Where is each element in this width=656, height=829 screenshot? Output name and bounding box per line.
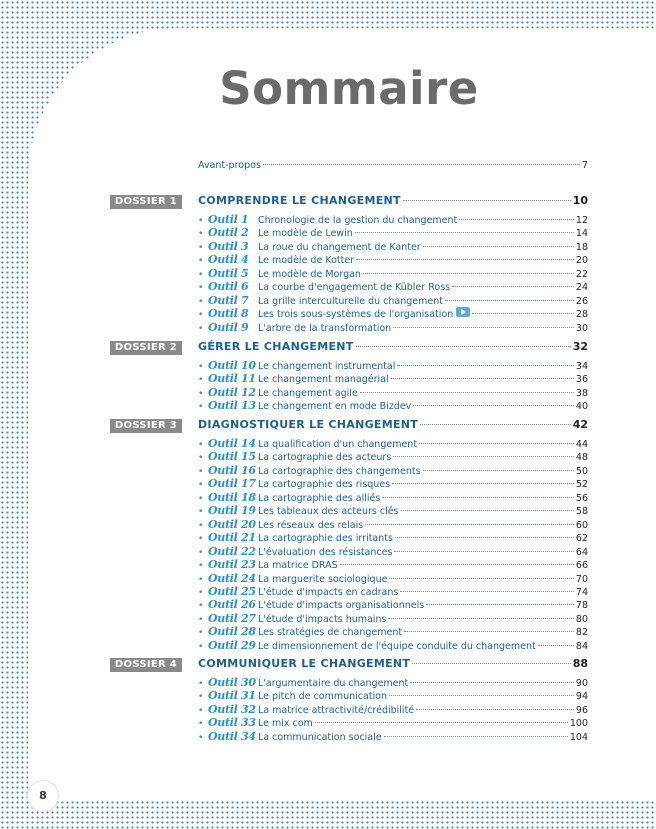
tool-page: 30 <box>575 322 588 334</box>
tool-title: Le pitch de communication <box>258 691 388 703</box>
bullet-icon: • <box>198 719 204 730</box>
dot-leader <box>365 524 574 525</box>
dossier-title-label: COMMUNIQUER LE CHANGEMENT <box>198 657 411 670</box>
bullet-icon: • <box>198 323 204 334</box>
dossier-badge: DOSSIER 1 <box>110 195 182 209</box>
outil-label: Outil 26 <box>208 598 256 612</box>
dot-leader <box>389 578 573 579</box>
toc-tool-row[interactable] <box>198 625 588 639</box>
outil-label: Outil 8 <box>208 307 249 321</box>
outil-label: Outil 17 <box>208 477 256 491</box>
toc-tool-row[interactable] <box>198 531 588 545</box>
outil-label: Outil 32 <box>208 702 256 716</box>
tool-page: 66 <box>575 560 588 572</box>
dot-leader <box>445 300 574 301</box>
tool-page: 58 <box>575 506 588 518</box>
toc-tool-row[interactable] <box>198 730 588 744</box>
tool-title: Le changement en mode Bizdev <box>258 401 412 413</box>
tool-page: 60 <box>575 519 588 531</box>
bullet-icon: • <box>198 242 204 253</box>
dossier-badge: DOSSIER 4 <box>110 658 182 672</box>
outil-label: Outil 21 <box>208 531 256 545</box>
tool-page: 18 <box>575 241 588 253</box>
dossier-title[interactable] <box>198 418 588 431</box>
tool-title: La qualification d'un changement <box>258 439 418 450</box>
dot-leader <box>393 327 574 328</box>
outil-label: Outil 19 <box>208 504 256 518</box>
dot-leader <box>388 618 573 619</box>
outil-label: Outil 31 <box>208 689 256 703</box>
bullet-icon: • <box>198 296 204 307</box>
dossier-page: 88 <box>572 657 588 670</box>
video-play-icon[interactable] <box>456 307 470 317</box>
toc-tool-row[interactable] <box>198 267 588 281</box>
outil-label: Outil 10 <box>208 359 256 372</box>
tool-page: 22 <box>575 268 588 280</box>
bullet-icon: • <box>198 310 204 321</box>
dossier-title[interactable] <box>198 340 588 353</box>
tool-title: La matrice attractivité/crédibilité <box>258 704 415 716</box>
tool-title: La marguerite sociologique <box>258 573 388 585</box>
bullet-icon: • <box>198 362 204 372</box>
bullet-icon: • <box>198 507 204 518</box>
dot-leader <box>426 604 574 605</box>
bullet-icon: • <box>198 375 204 386</box>
dot-leader <box>419 443 574 444</box>
tool-title: L'étude d'impacts humains <box>258 613 387 625</box>
tool-title: La cartographie des risques <box>258 479 391 491</box>
tool-page: 70 <box>575 573 588 585</box>
tool-title: Le dimensionnement de l'équipe conduite du changement <box>258 640 536 652</box>
outil-label: Outil 13 <box>208 399 256 413</box>
dot-leader <box>403 200 571 201</box>
tool-page: 14 <box>575 228 588 240</box>
bullet-icon: • <box>198 574 204 585</box>
toc-tool-row[interactable] <box>198 689 588 703</box>
outil-label: Outil 34 <box>208 729 256 743</box>
dot-leader <box>394 551 574 552</box>
toc-tool-row[interactable] <box>198 585 588 599</box>
toc-tool-row[interactable] <box>198 359 588 373</box>
tool-page: 40 <box>575 401 588 413</box>
toc-tool-row[interactable] <box>198 372 588 386</box>
bullet-icon: • <box>198 229 204 240</box>
tool-page: 80 <box>575 613 588 625</box>
tool-page: 36 <box>575 374 588 386</box>
toc-tool-row[interactable] <box>198 572 588 586</box>
dot-leader <box>472 313 574 314</box>
dot-leader <box>391 378 574 379</box>
bullet-icon: • <box>198 601 204 612</box>
dot-leader <box>263 164 580 165</box>
dot-leader <box>397 365 574 366</box>
toc-tool-row[interactable] <box>198 464 588 478</box>
bullet-icon: • <box>198 402 204 413</box>
dot-leader <box>389 695 574 696</box>
dot-leader <box>538 645 574 646</box>
tool-page: 84 <box>575 640 588 652</box>
tool-page: 56 <box>575 492 588 504</box>
toc-tool-row[interactable] <box>198 307 588 321</box>
outil-label: Outil 22 <box>208 544 256 558</box>
dot-leader <box>401 510 574 511</box>
tool-page: 90 <box>575 678 588 689</box>
tool-title: L'argumentaire du changement <box>258 678 409 689</box>
bullet-icon: • <box>198 493 204 504</box>
tool-page: 26 <box>575 295 588 307</box>
dot-leader <box>459 219 574 220</box>
bullet-icon: • <box>198 587 204 598</box>
outil-label: Outil 7 <box>208 293 249 307</box>
tool-title: Le changement agile <box>258 387 358 399</box>
outil-label: Outil 29 <box>208 638 256 652</box>
tool-title: Les réseaux des relais <box>258 519 364 531</box>
dot-leader <box>410 682 574 683</box>
dot-leader <box>360 392 574 393</box>
bullet-icon: • <box>198 388 204 399</box>
dossier-page: 10 <box>572 194 588 207</box>
outil-label: Outil 16 <box>208 463 256 477</box>
dossier-badge: DOSSIER 2 <box>110 341 182 355</box>
toc-tool-row[interactable] <box>198 280 588 294</box>
bullet-icon: • <box>198 732 204 743</box>
toc-tool-row[interactable] <box>198 504 588 518</box>
toc-tool-row[interactable] <box>198 558 588 572</box>
bullet-icon: • <box>198 561 204 572</box>
tool-title: La cartographie des acteurs <box>258 452 392 464</box>
tool-title: Le modèle de Morgan <box>258 268 361 280</box>
toc-tool-row[interactable] <box>198 703 588 717</box>
outil-label: Outil 27 <box>208 611 256 625</box>
tool-page: 62 <box>575 533 588 545</box>
toc-tool-row[interactable] <box>198 676 588 690</box>
bullet-icon: • <box>198 466 204 477</box>
outil-label: Outil 33 <box>208 716 256 730</box>
tool-title: Le modèle de Lewin <box>258 228 353 240</box>
tool-title: Les tableaux des acteurs clés <box>258 506 399 518</box>
tool-page: 20 <box>575 255 588 267</box>
tool-title: La courbe d'engagement de Kübler Ross <box>258 282 451 294</box>
tool-page: 94 <box>575 691 588 703</box>
dot-leader <box>356 259 574 260</box>
dot-leader <box>363 273 574 274</box>
dot-leader <box>423 470 574 471</box>
tool-page: 44 <box>575 439 588 450</box>
tool-title: Les trois sous-systèmes de l'organisation <box>258 309 454 321</box>
tool-page: 74 <box>575 586 588 598</box>
dot-leader <box>355 232 574 233</box>
tool-page: 104 <box>569 731 588 743</box>
tool-title: La cartographie des alliés <box>258 492 381 504</box>
outil-label: Outil 5 <box>208 266 249 280</box>
tool-title: Le mix com <box>258 718 313 730</box>
outil-label: Outil 14 <box>208 437 256 450</box>
tool-page: 34 <box>575 361 588 372</box>
avant-propos-page: 7 <box>581 160 588 171</box>
tool-title: Les stratégies de changement <box>258 627 403 639</box>
bullet-icon: • <box>198 534 204 545</box>
dot-leader <box>392 483 574 484</box>
dot-leader <box>452 286 574 287</box>
tool-page: 78 <box>575 600 588 612</box>
tool-page: 38 <box>575 387 588 399</box>
bullet-icon: • <box>198 692 204 703</box>
bullet-icon: • <box>198 269 204 280</box>
tool-title: La cartographie des changements <box>258 465 421 477</box>
dot-leader <box>404 631 574 632</box>
toc-tool-row[interactable] <box>198 240 588 254</box>
tool-title: L'étude d'impacts organisationnels <box>258 600 425 612</box>
bullet-icon: • <box>198 520 204 531</box>
dossier-title-label: GÉRER LE CHANGEMENT <box>198 340 354 353</box>
dossier-title[interactable] <box>198 194 588 207</box>
tool-page: 100 <box>569 718 588 730</box>
outil-label: Outil 9 <box>208 320 249 334</box>
bullet-icon: • <box>198 283 204 294</box>
dot-leader <box>413 405 574 406</box>
bullet-icon: • <box>198 614 204 625</box>
dossier-page: 32 <box>572 340 588 353</box>
tool-page: 48 <box>575 452 588 464</box>
dot-leader <box>393 456 574 457</box>
bullet-icon: • <box>198 679 204 689</box>
bullet-icon: • <box>198 216 204 226</box>
dot-leader <box>395 537 574 538</box>
dot-leader <box>356 346 571 347</box>
bullet-icon: • <box>198 641 204 652</box>
toc-tool-row[interactable] <box>198 226 588 240</box>
tool-title: Le changement instrumental <box>258 361 396 372</box>
tool-title: La grille interculturelle du changement <box>258 295 443 307</box>
toc-tool-row[interactable] <box>198 491 588 505</box>
toc-tool-row[interactable] <box>198 386 588 400</box>
tool-title: La cartographie des irritants <box>258 533 393 545</box>
tool-title: L'arbre de la transformation <box>258 322 392 334</box>
toc-tool-row[interactable] <box>198 253 588 267</box>
dossier-title-label: COMPRENDRE LE CHANGEMENT <box>198 194 401 207</box>
dot-leader <box>420 424 571 425</box>
toc-tool-row[interactable] <box>198 598 588 612</box>
dot-leader <box>315 722 568 723</box>
toc-tool-row[interactable] <box>198 716 588 730</box>
tool-title: Le changement managérial <box>258 374 389 386</box>
outil-label: Outil 23 <box>208 558 256 572</box>
bullet-icon: • <box>198 628 204 639</box>
outil-label: Outil 25 <box>208 584 256 598</box>
tool-page: 28 <box>575 309 588 321</box>
dossier-badge: DOSSIER 3 <box>110 419 182 433</box>
dot-leader <box>340 564 574 565</box>
dossier-title[interactable] <box>198 657 588 670</box>
outil-label: Outil 12 <box>208 385 256 399</box>
tool-page: 12 <box>575 215 588 226</box>
tool-title: L'évaluation des résistances <box>258 546 393 558</box>
outil-label: Outil 11 <box>208 372 256 386</box>
tool-title: La communication sociale <box>258 731 382 743</box>
toc-tool-row[interactable] <box>198 321 588 335</box>
toc-tool-row[interactable] <box>198 639 588 653</box>
tool-page: 24 <box>575 282 588 294</box>
tool-title: Le modèle de Kotter <box>258 255 355 267</box>
outil-label: Outil 2 <box>208 226 249 240</box>
tool-page: 50 <box>575 465 588 477</box>
outil-label: Outil 3 <box>208 239 249 253</box>
dot-leader <box>423 246 574 247</box>
tool-title: Chronologie de la gestion du changement <box>258 215 458 226</box>
toc-entry-avant-propos[interactable] <box>198 160 588 171</box>
bullet-icon: • <box>198 547 204 558</box>
dot-leader <box>382 497 574 498</box>
outil-label: Outil 24 <box>208 571 256 585</box>
tool-page: 82 <box>575 627 588 639</box>
bullet-icon: • <box>198 440 204 450</box>
tool-title: La matrice DRAS <box>258 560 338 572</box>
dot-leader <box>400 591 574 592</box>
toc-tool-row[interactable] <box>198 612 588 626</box>
outil-label: Outil 4 <box>208 253 249 267</box>
dossier-page: 42 <box>572 418 588 431</box>
outil-label: Outil 28 <box>208 625 256 639</box>
toc-tool-row[interactable] <box>198 213 588 227</box>
toc-tool-row[interactable] <box>198 294 588 308</box>
bullet-icon: • <box>198 256 204 267</box>
avant-propos-label: Avant-propos <box>198 160 261 171</box>
tool-title: La roue du changement de Kanter <box>258 241 421 253</box>
toc-tool-row[interactable] <box>198 477 588 491</box>
toc-tool-row[interactable] <box>198 518 588 532</box>
bullet-icon: • <box>198 453 204 464</box>
dossier-title-label: DIAGNOSTIQUER LE CHANGEMENT <box>198 418 419 431</box>
tool-page: 52 <box>575 479 588 491</box>
bullet-icon: • <box>198 705 204 716</box>
toc-tool-row[interactable] <box>198 545 588 559</box>
bullet-icon: • <box>198 480 204 491</box>
outil-label: Outil 18 <box>208 490 256 504</box>
outil-label: Outil 15 <box>208 450 256 464</box>
tool-title: L'étude d'impacts en cadrans <box>258 586 399 598</box>
toc-tool-row[interactable] <box>198 437 588 451</box>
page-number: 8 <box>28 781 58 811</box>
page-title: Sommaire <box>219 62 479 115</box>
outil-label: Outil 1 <box>208 213 249 226</box>
dot-leader <box>384 736 568 737</box>
toc-tool-row[interactable] <box>198 450 588 464</box>
toc-tool-row[interactable] <box>198 399 588 413</box>
tool-page: 64 <box>575 546 588 558</box>
tool-page: 96 <box>575 704 588 716</box>
outil-label: Outil 6 <box>208 280 249 294</box>
outil-label: Outil 30 <box>208 676 256 689</box>
dot-leader <box>412 663 570 664</box>
dot-leader <box>416 709 574 710</box>
outil-label: Outil 20 <box>208 517 256 531</box>
